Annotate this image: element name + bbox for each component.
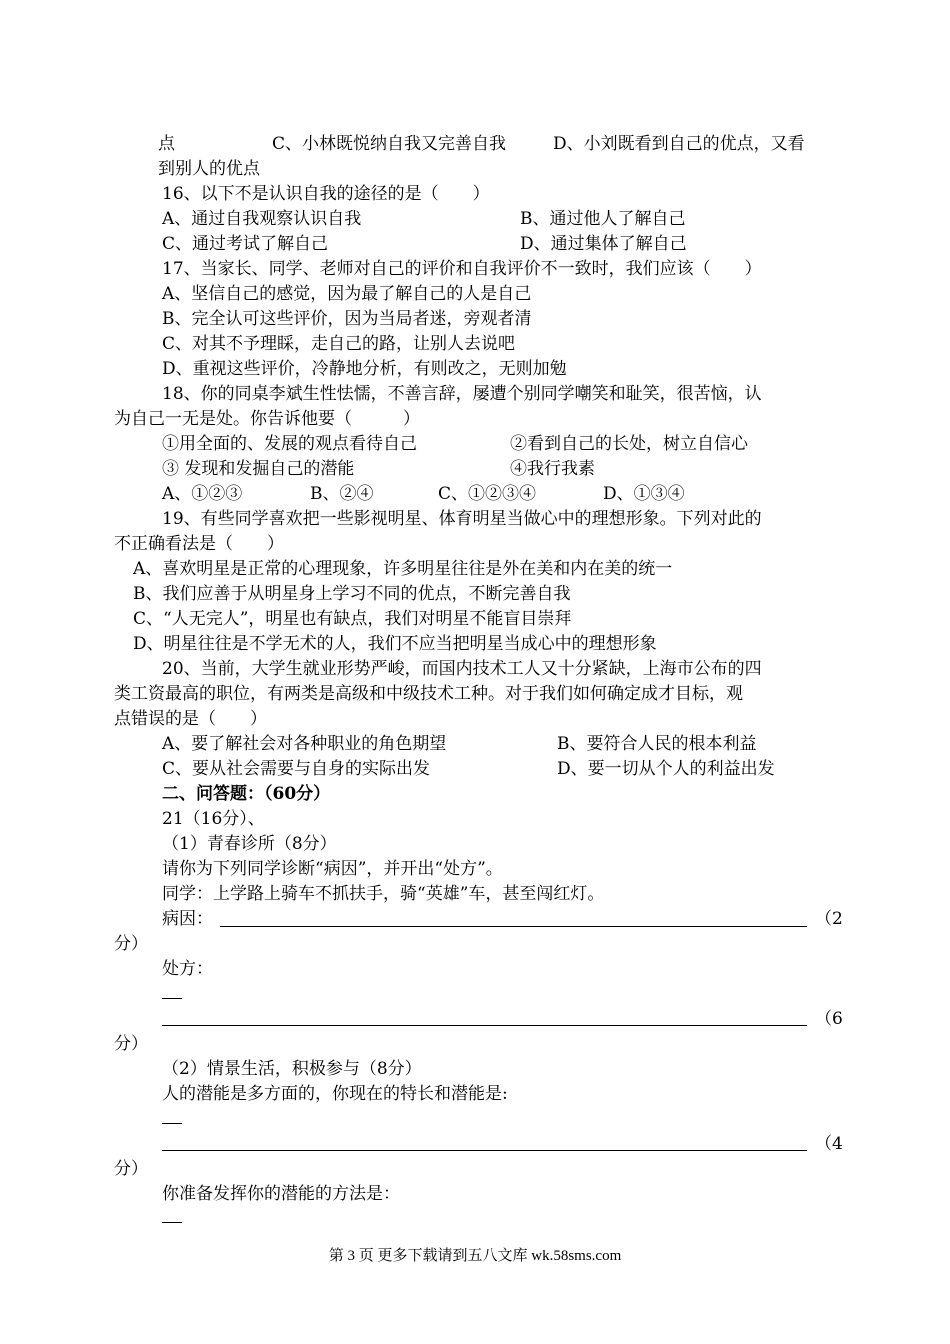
q16-option-b: B、通过他人了解自己 <box>520 209 686 229</box>
chufang-label: 处方： <box>162 959 213 979</box>
q17-option-a: A、坚信自己的感觉，因为最了解自己的人是自己 <box>162 284 532 304</box>
question1-dash <box>162 1123 182 1124</box>
q17-option-b: B、完全认可这些评价，因为当局者迷，旁观者清 <box>162 309 532 329</box>
q17-option-d: D、重视这些评价，冷静地分析，有则改之，无则加勉 <box>162 359 567 379</box>
q18-option-c: C、①②③④ <box>438 484 537 504</box>
q20-option-a: A、要了解社会对各种职业的角色期望 <box>162 734 447 754</box>
chufang-score-b: 分） <box>114 1034 148 1054</box>
q16-stem: 16、以下不是认识自我的途径的是（ ） <box>162 184 490 204</box>
chufang-answer-line[interactable] <box>162 1025 807 1026</box>
question2-dash <box>162 1222 182 1223</box>
section-title: 二、问答题：（60分） <box>162 784 331 804</box>
q16-option-c: C、通过考试了解自己 <box>162 234 329 254</box>
q18-statement-2: ②看到自己的长处，树立自信心 <box>510 434 748 454</box>
q21-header: 21（16分）、 <box>162 809 265 829</box>
q21-part1-title: （1）青春诊所（8分） <box>162 834 337 854</box>
q21-part2-title: （2）情景生活，积极参与（8分） <box>162 1059 422 1079</box>
q20-stem-line3: 点错误的是（ ） <box>114 709 267 729</box>
q15-continuation-b: 到别人的优点 <box>158 159 260 179</box>
page-footer: 第 3 页 更多下载请到五八文库 wk.58sms.com <box>328 1248 622 1264</box>
q16-option-a: A、通过自我观察认识自我 <box>162 209 362 229</box>
question1-score-b: 分） <box>114 1159 148 1179</box>
q19-option-c: C、“人无完人”，明星也有缺点，我们对明星不能盲目崇拜 <box>133 609 572 629</box>
q21-part2-question2: 你准备发挥你的潜能的方法是： <box>162 1184 400 1204</box>
q20-stem-line1: 20、当前，大学生就业形势严峻，而国内技术工人又十分紧缺，上海市公布的四 <box>162 659 762 679</box>
q15-continuation-a: 点 <box>158 134 175 154</box>
bingyin-score-b: 分） <box>114 934 148 954</box>
q15-option-c: C、小林既悦纳自我又完善自我 <box>272 134 507 154</box>
q18-statement-3: ③ 发现和发掘自己的潜能 <box>162 459 355 479</box>
q18-option-a: A、①②③ <box>162 484 243 504</box>
q16-option-d: D、通过集体了解自己 <box>520 234 687 254</box>
q19-option-b: B、我们应善于从明星身上学习不同的优点，不断完善自我 <box>133 584 571 604</box>
bingyin-score-a: （2 <box>815 909 843 929</box>
question1-score-a: （4 <box>815 1134 843 1154</box>
chufang-dash <box>162 998 182 999</box>
q18-option-b: B、②④ <box>310 484 374 504</box>
q21-part1-case: 同学：上学路上骑车不抓扶手，骑“英雄”车，甚至闯红灯。 <box>162 884 605 904</box>
q20-option-b: B、要符合人民的根本利益 <box>557 734 757 754</box>
q17-option-c: C、对其不予理睬，走自己的路，让别人去说吧 <box>162 334 516 354</box>
q18-stem-line2: 为自己一无是处。你告诉他要（ ） <box>114 409 420 429</box>
q20-stem-line2: 类工资最高的职位，有两类是高级和中级技术工种。对于我们如何确定成才目标，观 <box>114 684 743 704</box>
question1-answer-line[interactable] <box>162 1150 807 1151</box>
q19-option-d: D、明星往往是不学无术的人，我们不应当把明星当成心中的理想形象 <box>133 634 657 654</box>
q20-option-c: C、要从社会需要与自身的实际出发 <box>162 759 431 779</box>
q18-statement-4: ④我行我素 <box>510 459 595 479</box>
q18-statement-1: ①用全面的、发展的观点看待自己 <box>162 434 417 454</box>
bingyin-answer-line[interactable] <box>220 926 807 927</box>
q19-stem-line1: 19、有些同学喜欢把一些影视明星、体育明星当做心中的理想形象。下列对此的 <box>162 509 762 529</box>
q17-stem: 17、当家长、同学、老师对自己的评价和自我评价不一致时，我们应该（ ） <box>162 259 762 279</box>
bingyin-label: 病因： <box>162 909 213 929</box>
q20-option-d: D、要一切从个人的利益出发 <box>557 759 775 779</box>
q15-option-d: D、小刘既看到自己的优点，又看 <box>553 134 805 154</box>
q21-part1-intro: 请你为下列同学诊断“病因”，并开出“处方”。 <box>162 859 503 879</box>
q19-option-a: A、喜欢明星是正常的心理现象，许多明星往往是外在美和内在美的统一 <box>133 559 673 579</box>
q21-part2-question1: 人的潜能是多方面的，你现在的特长和潜能是: <box>162 1084 508 1104</box>
q18-stem-line1: 18、你的同桌李斌生性怯懦，不善言辞，屡遭个别同学嘲笑和耻笑，很苦恼，认 <box>162 384 762 404</box>
q19-stem-line2: 不正确看法是（ ） <box>114 534 284 554</box>
chufang-score-a: （6 <box>815 1009 843 1029</box>
q18-option-d: D、①③④ <box>603 484 685 504</box>
